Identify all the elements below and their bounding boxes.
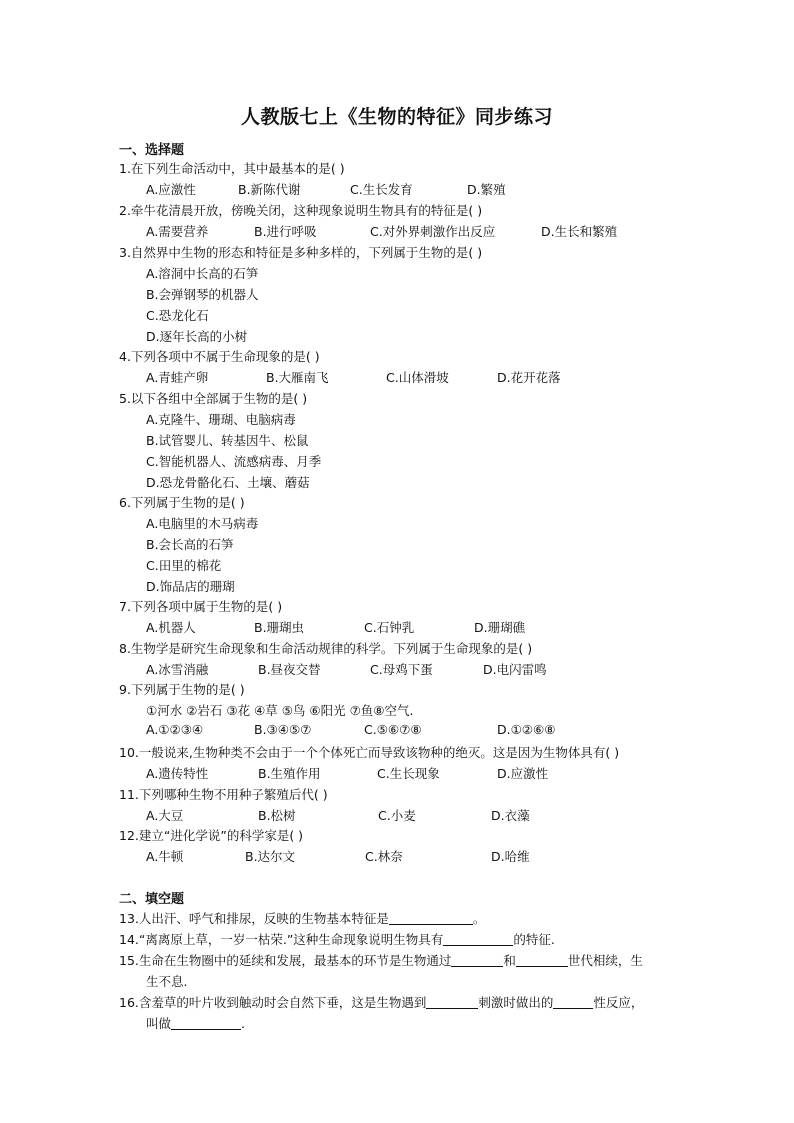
option-11d: D.衣藻 bbox=[491, 808, 530, 823]
option-7c: C.石钟乳 bbox=[364, 620, 415, 635]
section-heading-fill: 二、填空题 bbox=[119, 892, 185, 907]
question-7: 7.下列各项中属于生物的是( ) bbox=[119, 599, 283, 614]
option-9b: B.③④⑤⑦ bbox=[254, 722, 312, 737]
option-5c: C.智能机器人、流感病毒、月季 bbox=[146, 454, 322, 469]
option-11a: A.大豆 bbox=[146, 808, 184, 823]
option-4c: C.山体滑坡 bbox=[386, 370, 449, 385]
option-10c: C.生长现象 bbox=[377, 766, 440, 781]
question-9: 9.下列属于生物的是( ) bbox=[119, 682, 245, 697]
answer-blank[interactable] bbox=[171, 1015, 241, 1030]
question-16-end: 性反应， bbox=[593, 995, 644, 1010]
option-6c: C.田里的棉花 bbox=[146, 558, 222, 573]
question-16-line2: 叫做 bbox=[146, 1016, 172, 1031]
option-1b: B.新陈代谢 bbox=[238, 182, 301, 197]
option-6a: A.电脑里的木马病毒 bbox=[146, 516, 259, 531]
question-15-continued: 生不息. bbox=[146, 974, 188, 989]
question-15 bbox=[119, 951, 643, 969]
question-2: 2.牵牛花清晨开放，傍晚关闭，这种现象说明生物具有的特征是( ) bbox=[119, 203, 483, 218]
question-12: 12.建立“进化学说”的科学家是( ) bbox=[119, 828, 304, 843]
option-5b: B.试管婴儿、转基因牛、松鼠 bbox=[146, 433, 309, 448]
question-14 bbox=[119, 930, 555, 948]
question-14-end: 的特征. bbox=[513, 932, 555, 947]
option-1c: C.生长发育 bbox=[350, 182, 413, 197]
option-7d: D.珊瑚礁 bbox=[474, 620, 526, 635]
question-13-text: 13.人出汗、呼气和排尿，反映的生物基本特征是 bbox=[119, 911, 389, 926]
option-9c: C.⑤⑥⑦⑧ bbox=[364, 722, 422, 737]
option-8d: D.电闪雷鸣 bbox=[483, 662, 547, 677]
option-3c: C.恐龙化石 bbox=[146, 308, 209, 323]
question-13-end: 。 bbox=[472, 911, 486, 926]
question-9-items: ①河水 ②岩石 ③花 ④草 ⑤鸟 ⑥阳光 ⑦鱼⑧空气. bbox=[146, 703, 414, 718]
answer-blank[interactable] bbox=[426, 994, 478, 1009]
option-12b: B.达尔文 bbox=[245, 849, 296, 864]
option-6b: B.会长高的石笋 bbox=[146, 537, 234, 552]
option-2b: B.进行呼吸 bbox=[254, 224, 317, 239]
option-4a: A.青蛙产卵 bbox=[146, 370, 209, 385]
option-3a: A.溶洞中长高的石笋 bbox=[146, 266, 259, 281]
question-15-text: 15.生命在生物圈中的延续和发展，最基本的环节是生物通过 bbox=[119, 953, 452, 968]
option-2d: D.生长和繁殖 bbox=[541, 224, 618, 239]
option-9a: A.①②③④ bbox=[146, 722, 204, 737]
option-3d: D.逐年长高的小树 bbox=[146, 329, 248, 344]
question-11: 11.下列哪种生物不用种子繁殖后代( ) bbox=[119, 787, 328, 802]
option-10a: A.遗传特性 bbox=[146, 766, 209, 781]
option-3b: B.会弹钢琴的机器人 bbox=[146, 287, 259, 302]
question-8: 8.生物学是研究生命现象和生命活动规律的科学。下列属于生命现象的是( ) bbox=[119, 641, 533, 656]
option-10b: B.生殖作用 bbox=[258, 766, 321, 781]
answer-blank[interactable] bbox=[443, 931, 513, 946]
question-10: 10.一般说来,生物种类不会由于一个个体死亡而导致该物种的绝灭。这是因为生物体具有( ) bbox=[119, 745, 620, 760]
answer-blank[interactable] bbox=[451, 952, 503, 967]
section-heading-choice: 一、选择题 bbox=[119, 143, 185, 158]
answer-blank[interactable] bbox=[389, 910, 473, 925]
question-16-end-2: . bbox=[241, 1016, 245, 1031]
option-5a: A.克隆牛、珊瑚、电脑病毒 bbox=[146, 412, 296, 427]
question-5: 5.以下各组中全部属于生物的是( ) bbox=[119, 391, 308, 406]
question-16-text: 16.含羞草的叶片收到触动时会自然下垂，这是生物遇到 bbox=[119, 995, 427, 1010]
answer-blank[interactable] bbox=[553, 994, 593, 1009]
question-4: 4.下列各项中不属于生命现象的是( ) bbox=[119, 349, 320, 364]
option-2a: A.需要营养 bbox=[146, 224, 209, 239]
option-6d: D.饰品店的珊瑚 bbox=[146, 579, 235, 594]
question-16-mid: 刺激时做出的 bbox=[478, 995, 554, 1010]
question-1: 1.在下列生命活动中，其中最基本的是( ) bbox=[119, 161, 345, 176]
question-16-continued bbox=[146, 1014, 245, 1032]
option-7a: A.机器人 bbox=[146, 620, 196, 635]
option-11b: B.松树 bbox=[258, 808, 296, 823]
question-14-text: 14.“离离原上草，一岁一枯荣.”这种生命现象说明生物具有 bbox=[119, 932, 444, 947]
option-4b: B.大雁南飞 bbox=[266, 370, 329, 385]
page-title: 人教版七上《生物的特征》同步练习 bbox=[240, 106, 553, 128]
option-12c: C.林奈 bbox=[365, 849, 403, 864]
question-15-end: 世代相续，生 bbox=[567, 953, 643, 968]
option-8c: C.母鸡下蛋 bbox=[370, 662, 433, 677]
answer-blank[interactable] bbox=[516, 952, 568, 967]
option-10d: D.应激性 bbox=[497, 766, 549, 781]
question-16 bbox=[119, 993, 643, 1011]
option-7b: B.珊瑚虫 bbox=[254, 620, 305, 635]
option-4d: D.花开花落 bbox=[497, 370, 561, 385]
option-1d: D.繁殖 bbox=[467, 182, 506, 197]
option-5d: D.恐龙骨骼化石、土壤、蘑菇 bbox=[146, 475, 310, 490]
question-6: 6.下列属于生物的是( ) bbox=[119, 495, 245, 510]
option-9d: D.①②⑥⑧ bbox=[497, 722, 556, 737]
option-12a: A.牛顿 bbox=[146, 849, 184, 864]
option-12d: D.哈维 bbox=[491, 849, 530, 864]
option-2c: C.对外界刺激作出反应 bbox=[370, 224, 496, 239]
option-11c: C.小麦 bbox=[378, 808, 416, 823]
question-3: 3.自然界中生物的形态和特征是多种多样的，下列属于生物的是( ) bbox=[119, 245, 483, 260]
question-15-mid: 和 bbox=[503, 953, 516, 968]
option-8b: B.昼夜交替 bbox=[258, 662, 321, 677]
option-8a: A.冰雪消融 bbox=[146, 662, 209, 677]
question-13 bbox=[119, 909, 485, 927]
option-1a: A.应激性 bbox=[146, 182, 196, 197]
